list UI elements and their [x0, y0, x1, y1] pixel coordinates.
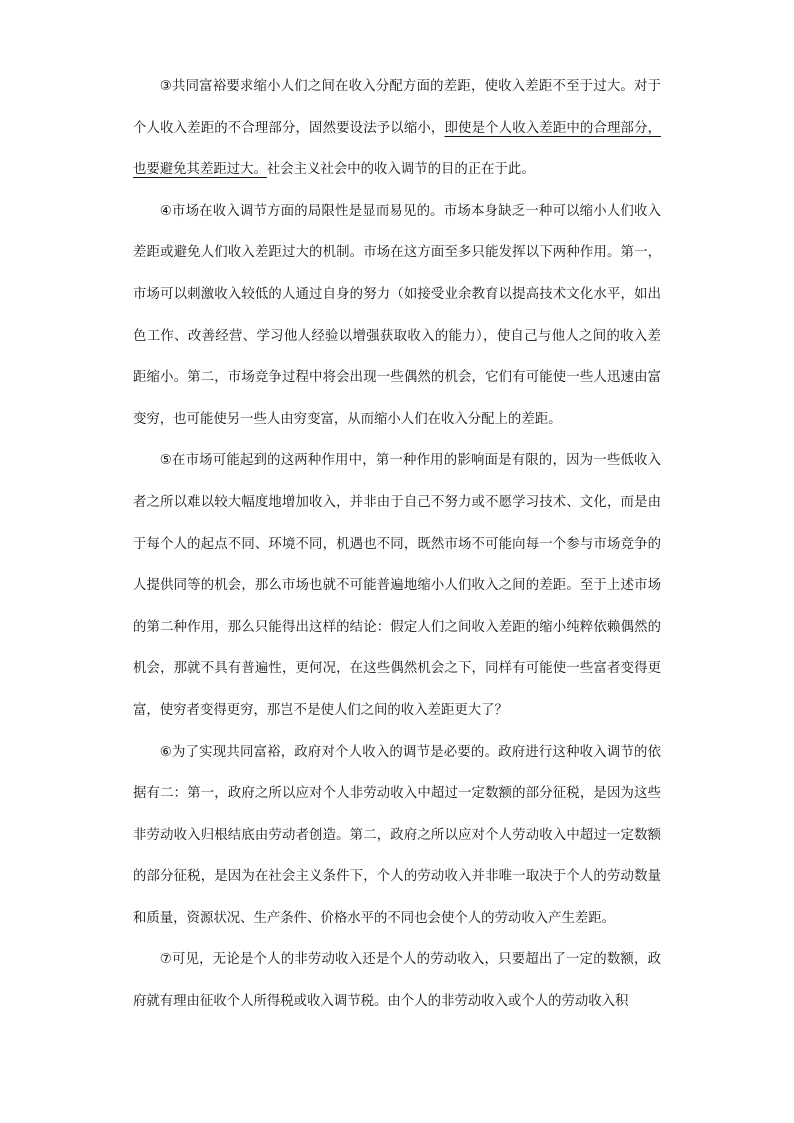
document-body	[133, 66, 661, 1023]
paragraph-3-text-a: ③共同富裕要求缩小人们之间在收入分配方面的差距，使收入差距不至于过大。对于个人收入差距的不合理部分，固然要设法予以缩小，	[133, 79, 661, 136]
paragraph-3	[133, 66, 661, 191]
paragraph-3-underlined-text: 即使是个人收入差距中的合理部分，也要避免其差距过大。	[133, 120, 662, 178]
paragraph-5: ⑤在市场可能起到的这两种作用中，第一种作用的影响面是有限的，因为一些低收入者之所以难以较大幅度地增加收入，并非由于自己不努力或不愿学习技术、文化，而是由于每个人的起点不同、环境不同，机遇也不同，既然市场不可能向每一个参与市场竞争的人提供同等的机会，那么市场也就不可能普遍地缩小人们收入之间的差距。至于上述市场的第二种作用，那么只能得出这样的结论：假定人们之间收入差距的缩小纯粹依赖偶然的机会，那就不具有普遍性，更何况，在这些偶然机会之下，同样有可能使一些富者变得更富，使穷者变得更穷，那岂不是使人们之间的收入差距更大了？	[133, 453, 661, 718]
paragraph-6: ⑥为了实现共同富裕，政府对个人收入的调节是必要的。政府进行这种收入调节的依据有二：第一，政府之所以应对个人非劳动收入中超过一定数额的部分征税，是因为这些非劳动收入归根结底由劳动者创造。第二，政府之所以应对个人劳动收入中超过一定数额的部分征税，是因为在社会主义条件下，个人的劳动收入并非唯一取决于个人的劳动数量和质量，资源状况、生产条件、价格水平的不同也会使个人的劳动收入产生差距。	[133, 744, 661, 926]
paragraph-4: ④市场在收入调节方面的局限性是显而易见的。市场本身缺乏一种可以缩小人们收入差距或避免人们收入差距过大的机制。市场在这方面至多只能发挥以下两种作用。第一，市场可以刺激收入较低的人通过自身的努力（如接受业余教育以提高技术文化水平，如出色工作、改善经营、学习他人经验以增强获取收入的能力），使自己与他人之间的收入差距缩小。第二，市场竞争过程中将会出现一些偶然的机会，它们有可能使一些人迅速由富变穷，也可能使另一些人由穷变富，从而缩小人们在收入分配上的差距。	[133, 203, 661, 427]
paragraph-7: ⑦可见，无论是个人的非劳动收入还是个人的劳动收入，只要超出了一定的数额，政府就有理由征收个人所得税或收入调节税。由个人的非劳动收入或个人的劳动收入积	[133, 952, 661, 1010]
paragraph-3-text-b: 社会主义社会中的收入调节的目的正在于此。	[266, 162, 535, 178]
